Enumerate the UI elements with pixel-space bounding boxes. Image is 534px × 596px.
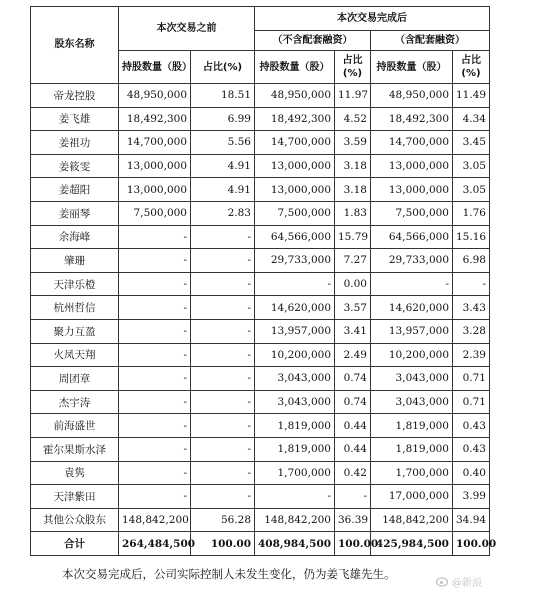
cell-e-pct: 0.00 [335, 272, 371, 296]
header-excl-shares: 持股数量（股） [255, 51, 335, 84]
cell-b-pct: - [191, 272, 255, 296]
cell-e-pct: 4.52 [335, 107, 371, 131]
header-shareholder: 股东名称 [31, 7, 119, 84]
cell-b-shares: - [119, 367, 191, 391]
cell-i-shares: 3,043,000 [371, 367, 453, 391]
cell-b-shares: - [119, 461, 191, 485]
shareholder-name: 余海峰 [31, 225, 119, 249]
header-excl-pct: 占比(%) [335, 51, 371, 84]
cell-e-shares: - [255, 485, 335, 509]
cell-e-pct: 2.49 [335, 343, 371, 367]
cell-b-shares: - [119, 296, 191, 320]
cell-e-shares: 13,957,000 [255, 319, 335, 343]
cell-e-shares: 13,000,000 [255, 154, 335, 178]
footnote: 本次交易完成后，公司实际控制人未发生变化，仍为姜飞雄先生。 [62, 567, 396, 581]
cell-i-shares: 14,700,000 [371, 131, 453, 155]
weibo-icon [436, 575, 450, 587]
cell-b-shares: 13,000,000 [119, 154, 191, 178]
header-before: 本次交易之前 [119, 7, 255, 51]
cell-b-pct: - [191, 343, 255, 367]
cell-i-shares: 3,043,000 [371, 390, 453, 414]
cell-b-shares: 148,842,200 [119, 508, 191, 532]
cell-e-shares: 1,819,000 [255, 414, 335, 438]
cell-b-shares: 14,700,000 [119, 131, 191, 155]
cell-b-pct: 56.28 [191, 508, 255, 532]
shareholder-name: 姜筱雯 [31, 154, 119, 178]
cell-i-pct: 6.98 [453, 249, 490, 273]
document-page [30, 6, 497, 556]
table-row [31, 178, 490, 202]
cell-e-shares: 14,700,000 [255, 131, 335, 155]
cell-i-shares: 1,819,000 [371, 437, 453, 461]
cell-b-shares: 48,950,000 [119, 84, 191, 108]
cell-i-shares: - [371, 272, 453, 296]
cell-i-pct: 0.43 [453, 414, 490, 438]
cell-b-pct: - [191, 296, 255, 320]
cell-e-pct: 0.74 [335, 390, 371, 414]
cell-b-shares: - [119, 414, 191, 438]
cell-b-pct: 2.83 [191, 201, 255, 225]
cell-i-shares: 13,957,000 [371, 319, 453, 343]
cell-b-shares: - [119, 272, 191, 296]
cell-e-shares: 14,620,000 [255, 296, 335, 320]
table-row [31, 201, 490, 225]
cell-b-shares: - [119, 319, 191, 343]
cell-e-shares: 10,200,000 [255, 343, 335, 367]
cell-e-shares: 48,950,000 [255, 84, 335, 108]
cell-i-shares: 13,000,000 [371, 178, 453, 202]
cell-e-pct: 0.42 [335, 461, 371, 485]
shareholder-name: 姜丽琴 [31, 201, 119, 225]
shareholder-name: 合计 [31, 532, 119, 556]
shareholder-name: 杭州哲信 [31, 296, 119, 320]
cell-i-pct: 15.16 [453, 225, 490, 249]
cell-e-pct: 36.39 [335, 508, 371, 532]
cell-b-pct: - [191, 414, 255, 438]
shareholder-name: 袁隽 [31, 461, 119, 485]
header-before-shares: 持股数量（股） [119, 51, 191, 84]
cell-b-shares: - [119, 249, 191, 273]
cell-i-pct: 2.39 [453, 343, 490, 367]
cell-b-pct: 6.99 [191, 107, 255, 131]
shareholder-name: 杰宇涛 [31, 390, 119, 414]
cell-i-pct: 3.28 [453, 319, 490, 343]
cell-e-shares: - [255, 272, 335, 296]
cell-i-pct: 1.76 [453, 201, 490, 225]
cell-e-pct: 1.83 [335, 201, 371, 225]
cell-i-shares: 7,500,000 [371, 201, 453, 225]
cell-i-shares: 10,200,000 [371, 343, 453, 367]
cell-i-pct: 3.45 [453, 131, 490, 155]
cell-b-pct: 100.00 [191, 532, 255, 556]
cell-i-shares: 18,492,300 [371, 107, 453, 131]
cell-i-pct: - [453, 272, 490, 296]
shareholder-name: 姜飞雄 [31, 107, 119, 131]
cell-e-pct: 7.27 [335, 249, 371, 273]
cell-e-pct: 3.59 [335, 131, 371, 155]
table-row [31, 367, 490, 391]
cell-e-shares: 1,700,000 [255, 461, 335, 485]
cell-i-shares: 17,000,000 [371, 485, 453, 509]
table-row [31, 296, 490, 320]
header-incl-pct: 占比(%) [453, 51, 490, 84]
cell-b-pct: - [191, 485, 255, 509]
cell-e-shares: 29,733,000 [255, 249, 335, 273]
cell-e-pct: 15.79 [335, 225, 371, 249]
cell-b-pct: - [191, 249, 255, 273]
cell-i-shares: 13,000,000 [371, 154, 453, 178]
header-excl-financing: （不含配套融资） [255, 31, 371, 51]
cell-i-pct: 0.71 [453, 367, 490, 391]
table-row [31, 319, 490, 343]
cell-b-pct: 18.51 [191, 84, 255, 108]
cell-e-shares: 18,492,300 [255, 107, 335, 131]
cell-i-pct: 0.43 [453, 437, 490, 461]
cell-e-shares: 408,984,500 [255, 532, 335, 556]
shareholder-name: 肇珊 [31, 249, 119, 273]
cell-b-pct: - [191, 225, 255, 249]
table-row [31, 390, 490, 414]
table-row [31, 131, 490, 155]
cell-e-shares: 7,500,000 [255, 201, 335, 225]
table-row [31, 84, 490, 108]
header-before-pct: 占比(%) [191, 51, 255, 84]
shareholder-name: 霍尔果斯水泽 [31, 437, 119, 461]
shareholder-name: 帝龙控股 [31, 84, 119, 108]
table-row [31, 107, 490, 131]
cell-b-shares: - [119, 485, 191, 509]
cell-i-shares: 48,950,000 [371, 84, 453, 108]
cell-i-shares: 425,984,500 [371, 532, 453, 556]
cell-b-shares: - [119, 390, 191, 414]
shareholder-name: 姜祖功 [31, 131, 119, 155]
cell-i-shares: 148,842,200 [371, 508, 453, 532]
cell-b-pct: - [191, 437, 255, 461]
cell-e-shares: 148,842,200 [255, 508, 335, 532]
cell-e-pct: 3.18 [335, 178, 371, 202]
cell-i-pct: 3.05 [453, 154, 490, 178]
watermark [436, 572, 498, 590]
table-row [31, 225, 490, 249]
table-row [31, 485, 490, 509]
table-row [31, 272, 490, 296]
cell-e-shares: 13,000,000 [255, 178, 335, 202]
cell-e-pct: 3.41 [335, 319, 371, 343]
cell-b-shares: - [119, 343, 191, 367]
cell-b-pct: 4.91 [191, 178, 255, 202]
table-row [31, 249, 490, 273]
table-row [31, 461, 490, 485]
cell-e-pct: 0.44 [335, 414, 371, 438]
cell-e-shares: 64,566,000 [255, 225, 335, 249]
shareholder-name: 聚力互盈 [31, 319, 119, 343]
cell-i-shares: 1,819,000 [371, 414, 453, 438]
cell-i-pct: 11.49 [453, 84, 490, 108]
table-row [31, 414, 490, 438]
cell-b-shares: - [119, 225, 191, 249]
table-row [31, 154, 490, 178]
cell-i-shares: 29,733,000 [371, 249, 453, 273]
cell-i-pct: 3.05 [453, 178, 490, 202]
cell-e-pct: 0.44 [335, 437, 371, 461]
table-row [31, 437, 490, 461]
header-incl-financing: （含配套融资） [371, 31, 490, 51]
header-after: 本次交易完成后 [255, 7, 490, 31]
cell-i-pct: 3.99 [453, 485, 490, 509]
cell-e-pct: 0.74 [335, 367, 371, 391]
shareholder-name: 周团章 [31, 367, 119, 391]
shareholder-name: 火凤天翔 [31, 343, 119, 367]
cell-b-shares: - [119, 437, 191, 461]
cell-i-pct: 0.71 [453, 390, 490, 414]
table-row [31, 343, 490, 367]
total-row [31, 532, 490, 556]
table-row [31, 508, 490, 532]
shareholder-name: 前海盛世 [31, 414, 119, 438]
cell-b-pct: - [191, 461, 255, 485]
cell-i-shares: 14,620,000 [371, 296, 453, 320]
cell-b-shares: 264,484,500 [119, 532, 191, 556]
cell-b-shares: 13,000,000 [119, 178, 191, 202]
cell-b-pct: - [191, 390, 255, 414]
cell-b-pct: - [191, 367, 255, 391]
cell-i-pct: 34.94 [453, 508, 490, 532]
cell-e-pct: 100.00 [335, 532, 371, 556]
cell-e-shares: 1,819,000 [255, 437, 335, 461]
cell-i-pct: 3.43 [453, 296, 490, 320]
cell-i-shares: 64,566,000 [371, 225, 453, 249]
shareholding-table [30, 6, 497, 556]
cell-i-pct: 100.00 [453, 532, 490, 556]
shareholder-name: 天津乐橙 [31, 272, 119, 296]
cell-i-pct: 0.40 [453, 461, 490, 485]
cell-i-pct: 4.34 [453, 107, 490, 131]
header-incl-shares: 持股数量（股） [371, 51, 453, 84]
cell-b-pct: 4.91 [191, 154, 255, 178]
shareholder-name: 姜超阳 [31, 178, 119, 202]
shareholder-name: 天津紫田 [31, 485, 119, 509]
cell-b-pct: 5.56 [191, 131, 255, 155]
cell-e-pct: - [335, 485, 371, 509]
cell-b-shares: 7,500,000 [119, 201, 191, 225]
watermark-text: @新浪 [452, 577, 482, 589]
cell-e-pct: 11.97 [335, 84, 371, 108]
shareholder-name: 其他公众股东 [31, 508, 119, 532]
cell-b-shares: 18,492,300 [119, 107, 191, 131]
cell-e-pct: 3.18 [335, 154, 371, 178]
cell-e-pct: 3.57 [335, 296, 371, 320]
cell-e-shares: 3,043,000 [255, 367, 335, 391]
cell-b-pct: - [191, 319, 255, 343]
cell-i-shares: 1,700,000 [371, 461, 453, 485]
cell-e-shares: 3,043,000 [255, 390, 335, 414]
